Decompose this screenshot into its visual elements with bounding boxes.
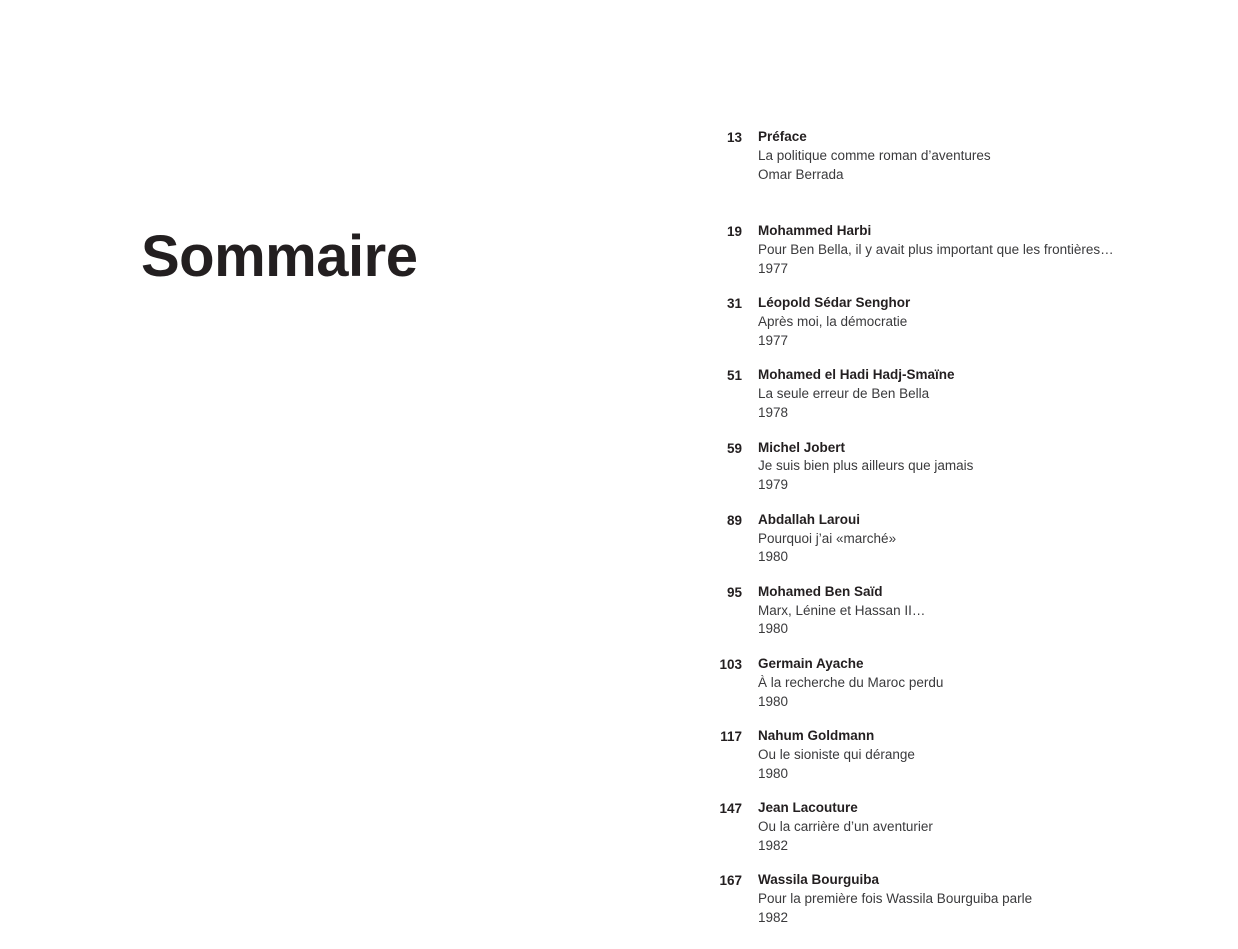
toc-entry-meta: 1982	[758, 909, 789, 925]
toc-entry[interactable]	[700, 583, 1200, 639]
toc-entry-meta: 1982	[758, 837, 789, 853]
toc-entry-title: Michel Jobert	[758, 439, 846, 455]
toc-entry-subtitle: À la recherche du Maroc perdu	[758, 674, 944, 690]
toc-entry-title: Léopold Sédar Senghor	[758, 295, 911, 311]
toc-entry[interactable]	[700, 128, 1200, 184]
toc-entry-subtitle: La politique comme roman d’aventures	[758, 147, 991, 163]
toc-entry-subtitle: Pour Ben Bella, il y avait plus important que les frontières…	[758, 242, 1114, 258]
toc-entry-page-number: 117	[720, 729, 742, 745]
toc-entry-page-number: 19	[726, 224, 742, 240]
toc-entry-subtitle: Pour la première fois Wassila Bourguiba parle	[758, 891, 1033, 907]
toc-entry-body	[742, 655, 943, 711]
toc-entry-title: Abdallah Laroui	[758, 511, 861, 527]
toc-entry-title: Préface	[758, 129, 807, 144]
toc-entry-body	[742, 366, 955, 422]
toc-entry-meta: 1980	[758, 693, 789, 709]
toc-entry-body	[742, 511, 896, 567]
toc-entry-title: Jean Lacouture	[758, 800, 858, 816]
toc-entry-meta: 1977	[758, 332, 789, 348]
toc-entry-meta: 1980	[758, 549, 789, 565]
toc-entry[interactable]	[700, 727, 1200, 783]
toc-entry-subtitle: Ou la carrière d’un aventurier	[758, 819, 933, 835]
toc-entry[interactable]	[700, 871, 1200, 927]
toc-entry-title: Mohamed Ben Saïd	[758, 583, 883, 599]
toc-entry-subtitle: La seule erreur de Ben Bella	[758, 386, 930, 402]
table-of-contents	[700, 128, 1200, 944]
toc-entry-body	[742, 727, 915, 783]
toc-entry-title: Mohamed el Hadi Hadj-Smaïne	[758, 367, 955, 383]
toc-entry-title: Nahum Goldmann	[758, 728, 875, 744]
toc-entry-body	[742, 799, 933, 855]
toc-entry[interactable]	[700, 366, 1200, 422]
toc-entry-body	[742, 222, 1114, 278]
toc-entry-body	[742, 583, 925, 639]
toc-entry-meta: 1977	[758, 260, 789, 276]
toc-entry[interactable]	[700, 799, 1200, 855]
toc-entry-subtitle: Je suis bien plus ailleurs que jamais	[758, 458, 974, 474]
toc-entry-page-number: 103	[719, 656, 742, 672]
toc-entry-body	[742, 439, 973, 495]
toc-entry[interactable]	[700, 655, 1200, 711]
toc-entry[interactable]	[700, 511, 1200, 567]
toc-entry-meta: Omar Berrada	[758, 166, 844, 182]
toc-entry-title: Wassila Bourguiba	[758, 872, 880, 888]
toc-entry-subtitle: Après moi, la démocratie	[758, 314, 908, 330]
toc-entry-title: Germain Ayache	[758, 655, 864, 671]
toc-entry-body	[742, 871, 1032, 927]
toc-entry-page-number: 13	[726, 130, 742, 145]
toc-entry-meta: 1980	[758, 621, 789, 637]
toc-entry-subtitle: Pourquoi j’ai «marché»	[758, 530, 897, 546]
toc-entry-page-number: 89	[726, 512, 742, 528]
toc-entry-meta: 1979	[758, 477, 789, 493]
toc-entry-body	[742, 294, 910, 350]
toc-entry-title: Mohammed Harbi	[758, 223, 872, 239]
page-title: Sommaire	[141, 223, 418, 289]
toc-entry-page-number: 95	[726, 584, 742, 600]
toc-entry-page-number: 31	[726, 296, 742, 312]
toc-entry-subtitle: Ou le sioniste qui dérange	[758, 747, 915, 763]
toc-entry-meta: 1980	[758, 765, 789, 781]
toc-entry-page-number: 59	[726, 440, 742, 456]
toc-entry-meta: 1978	[758, 404, 789, 420]
toc-entry-page-number: 147	[719, 801, 742, 817]
toc-entry[interactable]	[700, 439, 1200, 495]
toc-entry-page-number: 51	[726, 368, 742, 384]
toc-entry[interactable]	[700, 222, 1200, 278]
toc-entry-body	[742, 128, 991, 184]
toc-entry-page-number: 167	[719, 873, 742, 889]
toc-entry[interactable]	[700, 294, 1200, 350]
toc-entry-subtitle: Marx, Lénine et Hassan II…	[758, 602, 926, 618]
